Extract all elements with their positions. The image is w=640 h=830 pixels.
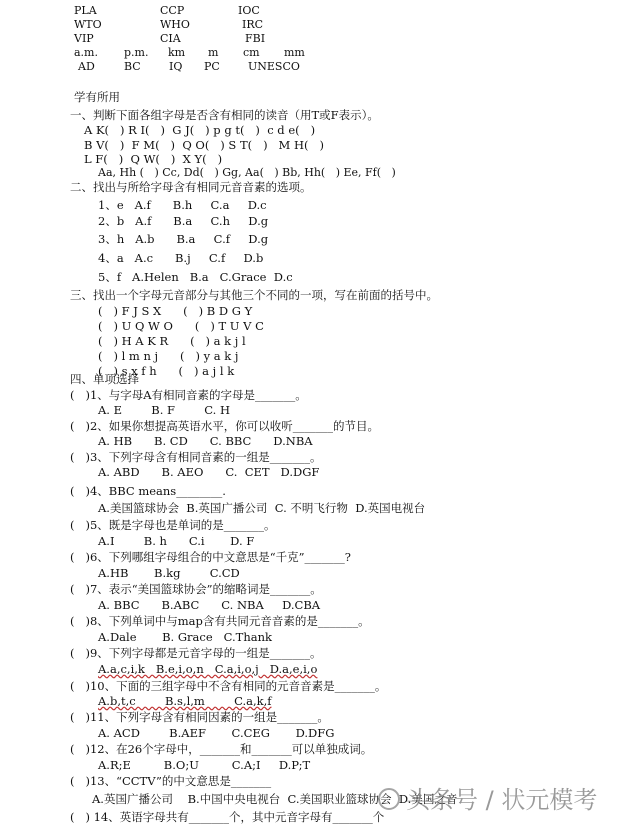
s2-line: 4、a A.c B.j C.f D.b (98, 251, 264, 265)
abbr: IQ (169, 60, 183, 73)
abbr: FBI (245, 32, 266, 45)
watermark (378, 780, 597, 815)
question-3: ( )3、下列字母含有相同音素的一组是_______。 (70, 450, 322, 464)
options-7: A. BBC B.ABC C. NBA D.CBA (98, 598, 321, 612)
section-2-title: 二、找出与所给字母含有相同元音音素的选项。 (70, 180, 312, 194)
toutiao-logo-icon (378, 788, 400, 810)
question-14: ( ) 14、英语字母共有_______个，其中元音字母有_______个 (70, 810, 385, 824)
section-1-title: 一、判断下面各组字母是否含有相同的读音（用T或F表示）。 (70, 108, 379, 122)
question-10: ( )10、下面的三组字母中不含有相同的元音音素是_______。 (70, 679, 387, 693)
section-4-title: 四、单项选择 (70, 372, 139, 386)
page-heading: 学有所用 (74, 90, 120, 104)
s1-line: L F( ) Q W( ) X Y( ) (84, 152, 223, 166)
abbr: IRC (242, 18, 264, 31)
abbr: p.m. (124, 46, 149, 59)
abbr: a.m. (74, 46, 98, 59)
s1-line: B V( ) F M( ) Q O( ) S T( ) M H( ) (84, 138, 324, 152)
question-11: ( )11、下列字母含有相同因素的一组是_______。 (70, 710, 329, 724)
options-13: A.英国广播公司 B.中国中央电视台 C.美国职业篮球协会 D.美国之音 (92, 792, 458, 806)
abbr: AD (78, 60, 95, 73)
options-4: A.美国篮球协会 B.英国广播公司 C. 不明飞行物 D.英国电视台 (98, 501, 426, 515)
question-6: ( )6、下列哪组字母组合的中文意思是“千克”_______? (70, 550, 351, 564)
question-9: ( )9、下列字母都是元音字母的一组是_______。 (70, 646, 322, 660)
s1-line: Aa, Hh ( ) Cc, Dd( ) Gg, Aa( ) Bb, Hh( ) Ee, Ff( ) (98, 166, 396, 179)
abbr: km (168, 46, 186, 59)
s2-line: 5、f A.Helen B.a C.Grace D.c (98, 270, 293, 284)
abbr: WTO (74, 18, 102, 31)
s2-line: 1、e A.f B.h C.a D.c (98, 198, 267, 212)
options-8: A.Dale B. Grace C.Thank (98, 630, 272, 644)
abbr: IOC (238, 4, 260, 17)
abbr: PLA (74, 4, 97, 17)
question-8: ( )8、下列单词中与map含有共同元音音素的是_______。 (70, 614, 370, 628)
options-5: A.I B. h C.i D. F (98, 534, 255, 548)
abbr: CCP (160, 4, 185, 17)
abbr: UNESCO (248, 60, 300, 73)
options-11: A. ACD B.AEF C.CEG D.DFG (98, 726, 335, 740)
abbr: CIA (160, 32, 181, 45)
s1-line: A K( ) R I( ) G J( ) p g t( ) c d e( ) (84, 123, 316, 137)
question-13: ( )13、“CCTV”的中文意思是_______ (70, 774, 272, 788)
options-10: A.b,t,c B.s,l,m C.a,k,f (98, 694, 272, 708)
options-6: A.HB B.kg C.CD (98, 566, 240, 580)
s3-line: ( ) l m n j ( ) y a k j (98, 349, 239, 363)
question-4: ( )4、BBC means________. (70, 484, 226, 498)
section-3-title: 三、找出一个字母元音部分与其他三个不同的一项，写在前面的括号中。 (70, 288, 438, 302)
abbr: BC (124, 60, 141, 73)
s3-line: ( ) F J S X ( ) B D G Y (98, 304, 253, 318)
question-5: ( )5、既是字母也是单词的是_______。 (70, 518, 276, 532)
s2-line: 3、h A.b B.a C.f D.g (98, 232, 269, 246)
question-1: ( )1、与字母A有相同音素的字母是_______。 (70, 388, 307, 402)
s3-line: ( ) H A K R ( ) a k j l (98, 334, 246, 348)
s2-line: 2、b A.f B.a C.h D.g (98, 214, 269, 228)
question-2: ( )2、如果你想提高英语水平，你可以收听_______的节目。 (70, 419, 380, 433)
abbr: m (208, 46, 219, 59)
s3-line: ( ) U Q W O ( ) T U V C (98, 319, 264, 333)
options-12: A.R;E B.O;U C.A;I D.P;T (98, 758, 311, 772)
abbr: cm (243, 46, 260, 59)
abbr: VIP (74, 32, 94, 45)
abbr: PC (204, 60, 220, 73)
question-7: ( )7、表示“美国篮球协会”的缩略词是_______。 (70, 582, 322, 596)
options-1: A. E B. F C. H (98, 403, 230, 417)
options-9: A.a,c,i,k B.e,i,o,n C.a,i,o,j D.a,e,i,o (98, 662, 318, 676)
abbr: WHO (160, 18, 190, 31)
s3-line: ( ) s x f h ( ) a j l k (98, 364, 235, 378)
abbr: mm (284, 46, 305, 59)
options-3: A. ABD B. AEO C. CET D.DGF (98, 465, 320, 479)
watermark-text: 头条号 / 状元模考 (406, 786, 598, 814)
question-12: ( )12、在26个字母中，_______和_______可以单独成词。 (70, 742, 373, 756)
options-2: A. HB B. CD C. BBC D.NBA (98, 434, 313, 448)
